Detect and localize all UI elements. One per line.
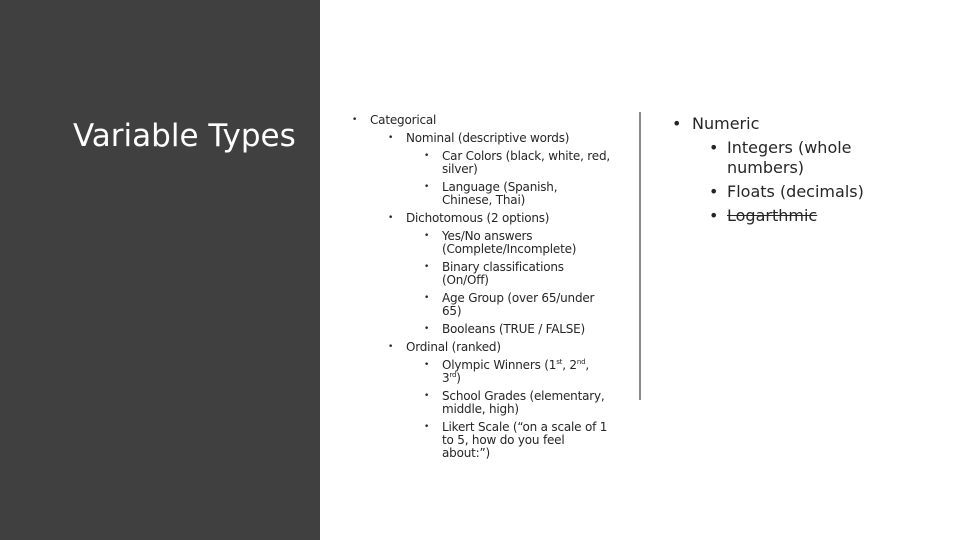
olympic-text-start: Olympic Winners (1 <box>442 358 557 372</box>
list-item <box>352 390 610 416</box>
list-item-label: Booleans (TRUE / FALSE) <box>442 322 586 336</box>
bullet-icon: • <box>424 391 430 401</box>
list-item-label: Likert Scale (“on a scale of 1 to 5, how do you feel about:”) <box>442 420 608 460</box>
bullet-icon: • <box>424 293 430 303</box>
bullet-icon: • <box>424 360 430 370</box>
list-item-dichotomous <box>352 212 610 225</box>
list-item-label: Binary classifications (On/Off) <box>442 260 564 287</box>
list-item-label: Language (Spanish, Chinese, Thai) <box>442 180 558 207</box>
list-item-label: Age Group (over 65/under 65) <box>442 291 595 318</box>
list-item-nominal <box>352 132 610 145</box>
bullet-icon: • <box>388 133 394 143</box>
bullet-icon: • <box>424 422 430 432</box>
list-item <box>352 292 610 318</box>
ordinal-suffix: rd <box>449 371 457 379</box>
ordinal-suffix: st <box>556 358 563 366</box>
bullet-icon: • <box>709 182 719 201</box>
list-item-label: Logarthmic <box>727 206 818 225</box>
list-item-label: Car Colors (black, white, red, silver) <box>442 149 610 176</box>
list-item-label: Integers (whole numbers) <box>727 138 852 177</box>
bullet-icon: • <box>672 114 682 133</box>
list-item <box>352 323 610 336</box>
bullet-icon: • <box>352 115 358 125</box>
olympic-text-mid: , 3 <box>442 358 589 385</box>
numeric-column <box>672 114 902 226</box>
list-item-struck <box>672 206 902 226</box>
bullet-icon: • <box>388 342 394 352</box>
list-item-label: Floats (decimals) <box>727 182 864 201</box>
bullet-icon: • <box>424 231 430 241</box>
list-item-label: Dichotomous (2 options) <box>406 211 550 225</box>
bullet-icon: • <box>709 138 719 157</box>
list-item <box>352 230 610 256</box>
list-item-label: Nominal (descriptive words) <box>406 131 570 145</box>
list-item-label: Ordinal (ranked) <box>406 340 501 354</box>
bullet-icon: • <box>388 213 394 223</box>
olympic-text-end: ) <box>456 371 461 385</box>
slide-title: Variable Types <box>73 118 296 154</box>
list-item-label: School Grades (elementary, middle, high) <box>442 389 605 416</box>
list-item-label: Yes/No answers (Complete/Incomplete) <box>442 229 577 256</box>
list-item-numeric <box>672 114 902 134</box>
olympic-text-mid: , 2 <box>562 358 577 372</box>
bullet-icon: • <box>424 182 430 192</box>
bullet-icon: • <box>424 324 430 334</box>
categorical-column <box>352 112 610 460</box>
bullet-icon: • <box>424 262 430 272</box>
bullet-icon: • <box>424 151 430 161</box>
title-sidebar <box>0 0 320 540</box>
list-item <box>352 181 610 207</box>
list-item <box>352 150 610 176</box>
ordinal-suffix: nd <box>576 358 586 366</box>
list-item-label: Numeric <box>692 114 760 133</box>
list-item-ordinal <box>352 341 610 354</box>
list-item-label: Categorical <box>370 113 437 127</box>
list-item <box>672 138 902 178</box>
list-item-label <box>442 358 589 385</box>
bullet-icon: • <box>709 206 719 225</box>
list-item-olympic <box>352 359 610 385</box>
list-item-categorical <box>352 114 610 127</box>
list-item <box>352 261 610 287</box>
column-divider <box>639 112 641 400</box>
list-item <box>672 182 902 202</box>
list-item <box>352 421 610 460</box>
